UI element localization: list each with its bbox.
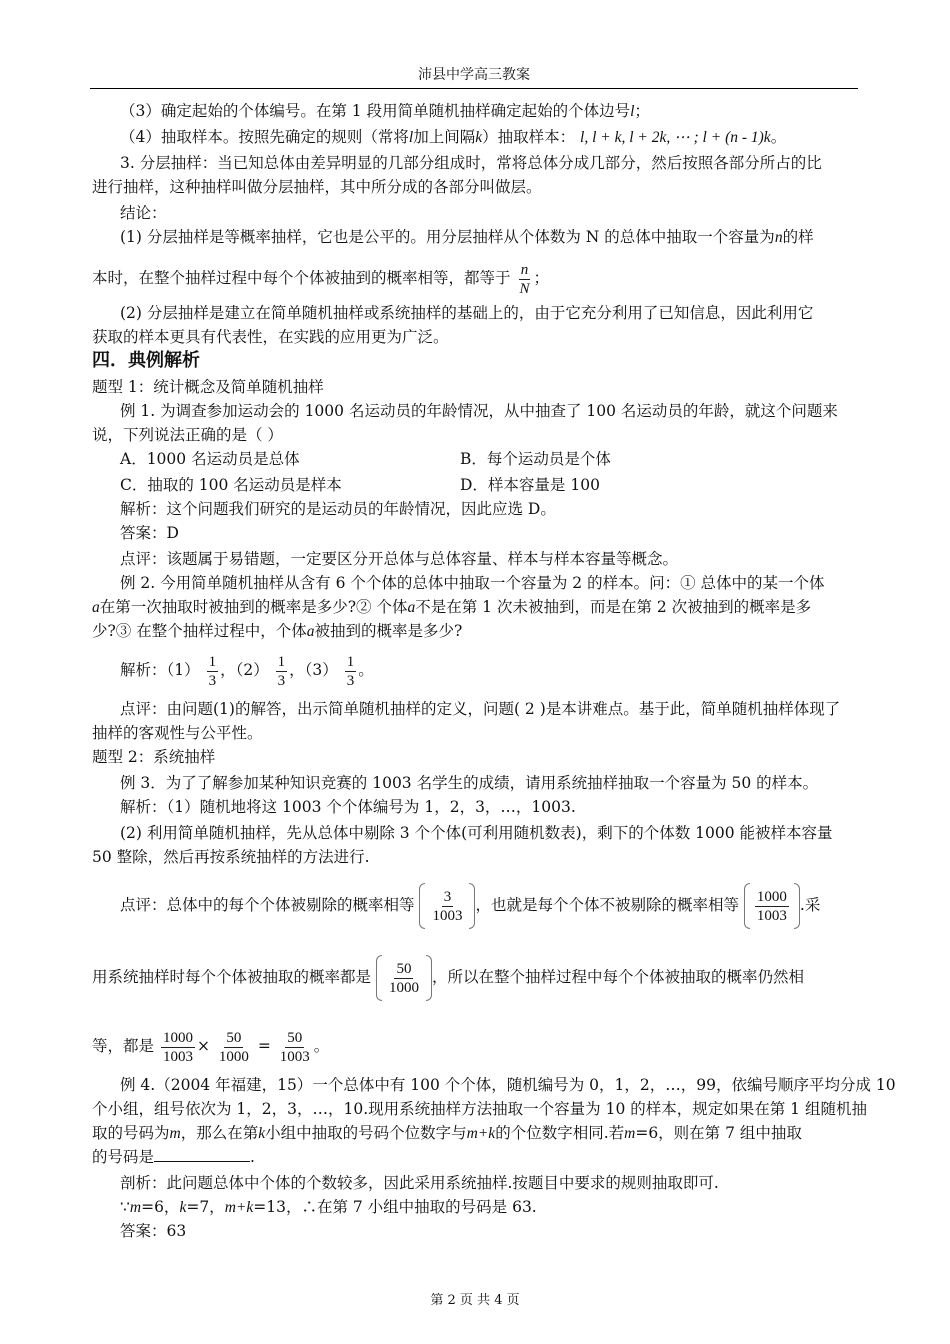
paragraph [120, 226, 814, 249]
text: 的样 [782, 228, 814, 246]
text: ，（3） [289, 661, 338, 679]
text: ； [634, 102, 650, 120]
math-symbol: l [630, 103, 635, 120]
text: 点评：总体中的每个个体被剔除的概率相等 [120, 896, 415, 914]
text: 的个位数字相同.若 [495, 1124, 625, 1142]
math-symbol: m+k [466, 1125, 496, 1142]
answer: 答案：63 [120, 1222, 187, 1240]
equals-sign: = [257, 1037, 271, 1055]
math-symbol: a [407, 599, 416, 616]
comment: 点评：由问题(1)的解答，出示简单随机抽样的定义，问题( 2 )是本讲难点。基于此，简单随机抽样体现了 [120, 700, 841, 718]
text: 解析： [120, 661, 167, 679]
text: 取的号码为 [92, 1124, 170, 1142]
solution: (2) 利用简单随机抽样，先从总体中剔除 3 个个体(可利用随机数表)，剩下的个体数 1000 能被样本容量 [120, 824, 833, 842]
math-symbol: l [408, 129, 414, 146]
text: =7， [186, 1198, 225, 1216]
text: ∵ [120, 1198, 130, 1216]
page-footer: 第 2 页 共 4 页 [430, 1293, 520, 1308]
fraction-n-over-N: $\frac{n}{N}$ [519, 261, 530, 297]
math-symbol: k [475, 129, 483, 146]
times-sign: × [196, 1037, 210, 1055]
paragraph [92, 596, 811, 619]
math-symbol: m+k [224, 1199, 254, 1216]
math-symbol: n [774, 229, 783, 246]
section-heading: 四．典例解析 [92, 350, 200, 371]
solution [120, 1196, 537, 1219]
solution [120, 650, 374, 690]
paragraph: 进行抽样，这种抽样叫做分层抽样，其中所分成的各部分叫做层。 [92, 178, 542, 196]
text: 不是在第 1 次未被抽到，而是在第 2 次被抽到的概率是多 [415, 598, 812, 616]
comment: 抽样的客观性与公平性。 [92, 724, 263, 742]
page-header: 沛县中学高三教案 [90, 64, 858, 89]
text: （4）抽取样本。按照先确定的规则（常将 [120, 128, 409, 146]
solution: 解析：这个问题我们研究的是运动员的年龄情况，因此应选 D。 [120, 500, 556, 518]
text: =13，∴在第 7 小组中抽取的号码是 63. [253, 1198, 537, 1216]
math-symbol: m [129, 1199, 142, 1216]
text: 少?③ 在整个抽样过程中，个体 [92, 622, 307, 640]
comment [120, 878, 820, 932]
paragraph [92, 620, 462, 643]
parenthesized-fraction: $\frac{3}{1003}$ [419, 883, 475, 929]
paragraph: 个小组，组号依次为 1，2，3，…，10.现用系统抽样方法抽取一个容量为 10 的样本，规定如果在第 1 组随机抽 [92, 1100, 867, 1118]
math-symbol: a [92, 599, 100, 616]
fraction: $\frac{50}{1003}$ [279, 1029, 310, 1065]
analysis: 剖析：此问题总体中个体的个数较多，因此采用系统抽样.按题目中要求的规则抽取即可. [120, 1174, 719, 1192]
fraction-one-third: $\frac{1}{3}$ [208, 653, 217, 689]
paragraph: 例 4.（2004 年福建，15）一个总体中有 100 个个体，随机编号为 0，1，2，…，99，依编号顺序平均分成 10 [120, 1076, 896, 1094]
subheading: 题型 2：系统抽样 [92, 748, 216, 766]
text: ，那么在第 [180, 1124, 259, 1142]
text: =6， [141, 1198, 180, 1216]
paragraph: 说，下列说法正确的是（ ） [92, 426, 283, 444]
text: 本时，在整个抽样过程中每个个体被抽到的概率相等，都等于 [92, 269, 511, 287]
math-symbol: a [306, 623, 315, 640]
text: （1） [166, 661, 200, 679]
paragraph [120, 126, 786, 149]
text: ，所以在整个抽样过程中每个个体被抽取的概率仍然相 [431, 968, 804, 986]
paragraph [120, 100, 650, 123]
text: ； [533, 269, 549, 287]
option-d: D．样本容量是 100 [460, 476, 600, 494]
solution: 解析：（1）随机地将这 1003 个个体编号为 1，2，3，…，1003. [120, 798, 576, 816]
solution: 50 整除，然后再按系统抽样的方法进行. [92, 848, 370, 866]
text: （3）确定起始的个体编号。在第 1 段用简单随机抽样确定起始的个体边号 [120, 102, 631, 120]
answer: 答案：D [120, 524, 179, 542]
fraction: $\frac{1000}{1003}$ [162, 1029, 193, 1065]
text: ，（2） [220, 661, 269, 679]
text: . [250, 1148, 255, 1166]
text: ）抽取样本： [482, 128, 576, 146]
fraction-one-third: $\frac{1}{3}$ [346, 653, 355, 689]
paragraph: (2) 分层抽样是建立在简单随机抽样或系统抽样的基础上的，由于它充分利用了已知信息，因此利用它 [120, 304, 814, 322]
math-sequence: l, l + k, l + 2k, ⋯ ; l + (n - 1)k [580, 129, 771, 146]
math-symbol: k [179, 1199, 187, 1216]
text: =6，则在第 7 组中抽取 [635, 1124, 802, 1142]
paragraph [92, 1122, 802, 1145]
text: 小组中抽取的号码个位数字与 [265, 1124, 467, 1142]
text: ，也就是每个个体不被剔除的概率相等 [475, 896, 739, 914]
paragraph [92, 1146, 255, 1168]
text: 被抽到的概率是多少? [314, 622, 463, 640]
paragraph: 结论： [120, 204, 167, 222]
text: 用系统抽样时每个个体被抽取的概率都是 [92, 968, 372, 986]
comment [92, 950, 804, 1004]
math-symbol: m [624, 1125, 636, 1142]
parenthesized-fraction: $\frac{50}{1000}$ [376, 955, 432, 1001]
paragraph: 3. 分层抽样：当已知总体由差异明显的几部分组成时，常将总体分成几部分，然后按照各部分所占的比 [120, 154, 822, 172]
text: .采 [799, 896, 821, 914]
paragraph: 例 2. 今用简单随机抽样从含有 6 个个体的总体中抽取一个容量为 2 的样本。问：① 总体中的某一个体 [120, 574, 825, 592]
text: 。 [358, 661, 374, 679]
text: 等，都是 [92, 1037, 155, 1055]
fraction: $\frac{50}{1000}$ [218, 1029, 249, 1065]
comment [92, 1024, 329, 1068]
text: 。 [313, 1037, 330, 1055]
paragraph [92, 258, 549, 298]
comment: 点评：该题属于易错题，一定要区分开总体与总体容量、样本与样本容量等概念。 [120, 550, 679, 568]
subheading: 题型 1：统计概念及简单随机抽样 [92, 378, 324, 396]
option-b: B．每个运动员是个体 [460, 450, 611, 468]
paragraph: 例 3．为了了解参加某种知识竞赛的 1003 名学生的成绩，请用系统抽样抽取一个容量为 50 的样本。 [120, 774, 819, 792]
paragraph: 例 1. 为调查参加运动会的 1000 名运动员的年龄情况，从中抽查了 100 名运动员的年龄，就这个问题来 [120, 402, 838, 420]
parenthesized-fraction: $\frac{1000}{1003}$ [744, 883, 800, 929]
option-a: A．1000 名运动员是总体 [120, 450, 300, 468]
text: 的号码是 [92, 1148, 155, 1166]
math-symbol: k [258, 1125, 266, 1142]
answer-blank [154, 1147, 250, 1162]
text: 加上间隔 [413, 128, 476, 146]
paragraph: 获取的样本更具有代表性，在实践的应用更为广泛。 [92, 328, 449, 346]
option-c: C．抽取的 100 名运动员是样本 [120, 476, 342, 494]
text: 在第一次抽取时被抽到的概率是多少?② 个体 [99, 598, 408, 616]
math-symbol: m [169, 1125, 181, 1142]
text: 。 [770, 128, 787, 146]
text: (1) 分层抽样是等概率抽样，它也是公平的。用分层抽样从个体数为 N 的总体中抽取一个容量为 [120, 228, 775, 246]
fraction-one-third: $\frac{1}{3}$ [277, 653, 286, 689]
